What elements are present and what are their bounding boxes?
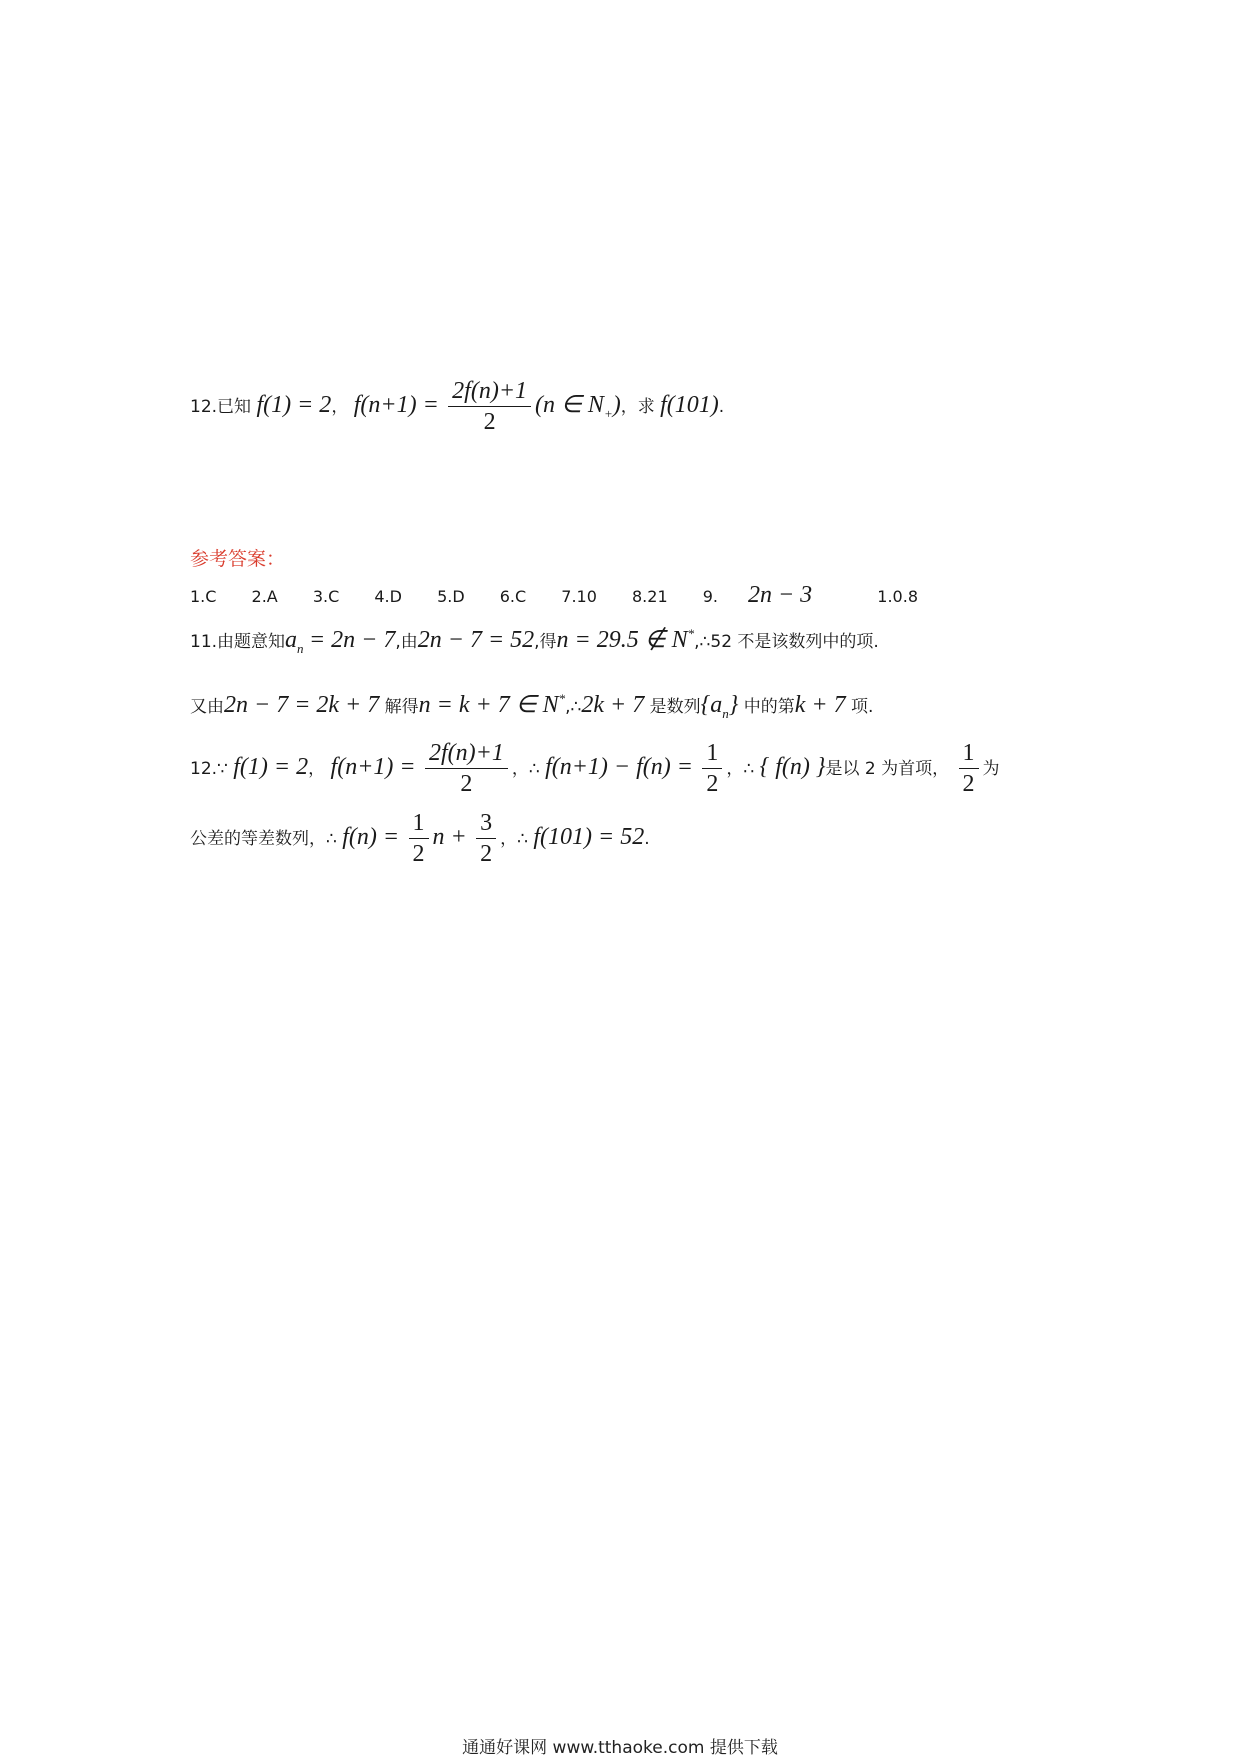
text: 解得: [384, 697, 419, 717]
condition-text: (n ∈ N: [535, 391, 604, 418]
answer-9-label: 9.: [702, 587, 718, 606]
fraction-denominator: 2: [706, 771, 719, 798]
set-close: }: [728, 692, 739, 718]
condition-sub: +: [603, 405, 613, 421]
answer-8: 8.21: [632, 587, 668, 606]
answer-7: 7.10: [561, 587, 597, 606]
math-index: k + 7: [794, 692, 846, 718]
text: ,由: [395, 632, 418, 652]
condition: [535, 391, 621, 421]
math-sequence: { f(n) }: [759, 753, 826, 780]
math-equation: 2n − 7 = 52: [417, 627, 535, 653]
n-value: n = 29.5 ∉ N: [556, 627, 688, 653]
text: 又由: [190, 697, 224, 717]
solution-11-line-1: [190, 625, 879, 657]
text: ，∴: [511, 758, 540, 779]
fraction-half: [409, 810, 429, 868]
separator: ，: [331, 396, 349, 417]
fraction-numerator: 2f(n)+1: [448, 378, 531, 407]
math-equation: 2n − 7 = 2k + 7: [224, 692, 380, 718]
a-subscript: n: [297, 640, 304, 656]
conclusion-text: ,∴52 不是该数列中的项.: [694, 632, 879, 652]
solution-12-line-1: [190, 740, 1000, 798]
superscript: *: [687, 626, 695, 641]
fraction-denominator: 2: [962, 771, 975, 798]
math-f1: f(1) = 2: [233, 753, 309, 780]
fraction-numerator: 1: [702, 740, 722, 769]
period: .: [644, 828, 650, 849]
text: 中的第: [743, 697, 795, 717]
fraction-numerator: 1: [959, 740, 979, 769]
fraction-denominator: 2: [483, 409, 496, 436]
answer-6: 6.C: [499, 587, 527, 606]
fraction-numerator: 2f(n)+1: [425, 740, 508, 769]
math-a-n: [285, 627, 304, 656]
answer-5: 5.D: [437, 587, 465, 606]
footer-source: 通通好课网 www.tthaoke.com 提供下载: [462, 1738, 778, 1758]
fraction-denominator: 2: [460, 771, 473, 798]
answer-1: 1.C: [190, 587, 217, 606]
question-number: 12.: [190, 396, 218, 417]
answer-2: 2.A: [251, 587, 278, 606]
answer-choices: [190, 582, 948, 609]
answers-heading: 参考答案：: [190, 548, 286, 570]
set-open: {a: [700, 692, 723, 718]
fraction-numerator: 1: [409, 810, 429, 839]
text: ,得: [534, 632, 557, 652]
math-difference: f(n+1) − f(n) =: [545, 753, 693, 780]
fraction-recurrence: [448, 378, 531, 436]
ask-text: 求: [637, 396, 655, 417]
answer-3: 3.C: [312, 587, 340, 606]
superscript: *: [558, 691, 566, 706]
math-f1: f(1) = 2: [256, 391, 332, 418]
math-result: f(101) = 52: [533, 823, 645, 850]
fraction-numerator: 3: [476, 810, 496, 839]
text: 是数列: [649, 697, 701, 717]
text: 公差的等差数列，∴: [190, 828, 337, 849]
text: 12.∵: [190, 758, 228, 779]
text: 是以 2 为首项，: [825, 758, 950, 779]
sol11-intro: 11.由题意知: [190, 632, 286, 652]
condition-end: ): [612, 391, 621, 418]
fraction-recurrence: [425, 740, 508, 798]
math-formula: = 2n − 7: [308, 627, 396, 653]
math-term: n +: [432, 823, 467, 850]
separator: ，: [620, 396, 638, 417]
math-sequence: [700, 692, 739, 721]
text: ，∴: [726, 758, 755, 779]
fraction-half: [959, 740, 979, 798]
text: ,∴: [565, 697, 582, 717]
answer-4: 4.D: [374, 587, 402, 606]
fraction-denominator: 2: [480, 841, 493, 868]
subscript: n: [722, 705, 729, 721]
question-12: [190, 378, 724, 436]
math-fn: f(n) =: [342, 823, 400, 850]
math-n-equation: [419, 692, 565, 718]
math-target: f(101): [660, 391, 719, 418]
question-prefix: 已知: [217, 396, 252, 417]
a-symbol: a: [285, 627, 298, 653]
answer-10: 1.0.8: [877, 587, 918, 606]
math-lhs: f(n+1) =: [353, 391, 439, 418]
fraction-three-halves: [476, 810, 496, 868]
text: 为: [982, 758, 1000, 779]
answer-9: [703, 582, 842, 609]
period: .: [718, 396, 725, 417]
math-term: 2k + 7: [581, 692, 645, 718]
solution-11-line-2: [190, 690, 873, 722]
fraction-half: [702, 740, 722, 798]
fraction-denominator: 2: [412, 841, 425, 868]
text: ，∴: [500, 828, 528, 849]
solution-12-line-2: [190, 810, 650, 868]
separator: ，: [308, 758, 326, 779]
math-lhs: f(n+1) =: [330, 753, 416, 780]
text: 项.: [851, 697, 874, 717]
answer-9-value: 2n − 3: [747, 582, 813, 608]
n-equation: n = k + 7 ∈ N: [418, 692, 559, 718]
math-n-value: [557, 627, 695, 653]
